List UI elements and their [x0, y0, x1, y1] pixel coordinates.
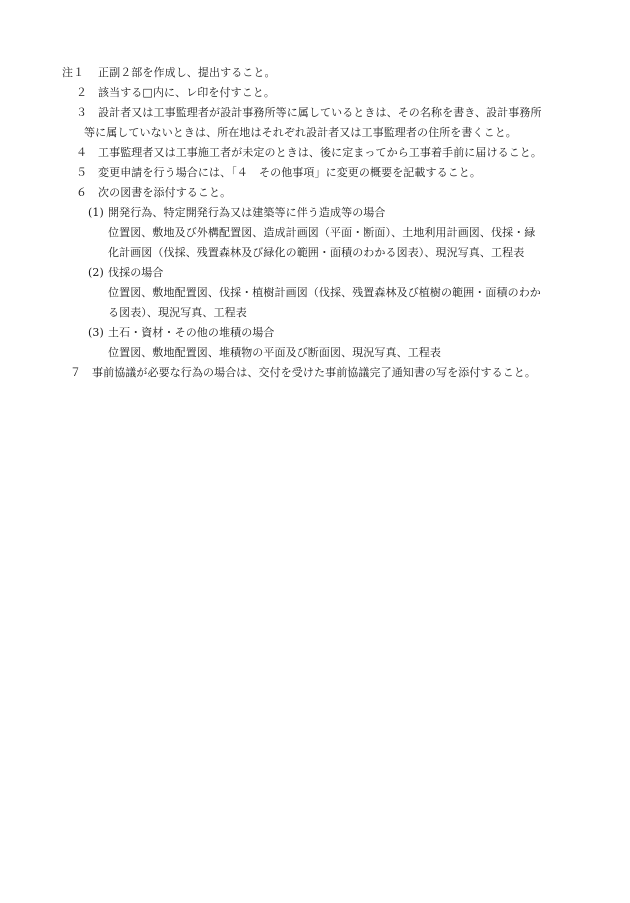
note-7-text: 事前協議が必要な行為の場合は、交付を受けた事前協議完了通知書の写を添付すること。 [92, 366, 536, 379]
sub-item-3-docs: 位置図、敷地配置図、堆積物の平面及び断面図、現況写真、工程表 [108, 346, 441, 359]
note-5-text: 変更申請を行う場合には、「４ その他事項」に変更の概要を記載すること。 [98, 166, 481, 179]
sub-item-1-docs-line-1: 位置図、敷地及び外構配置図、造成計画図（平面・断面）、土地利用計画図、伐採・緑 [108, 226, 536, 239]
note-4-number: ４ [76, 146, 88, 159]
note-6-number: ６ [76, 186, 88, 199]
note-2-text: 該当する□内に、レ印を付すこと。 [98, 86, 275, 99]
note-1-label: 注１ [62, 66, 85, 79]
sub-item-2-docs-line-1: 位置図、敷地配置図、伐採・植樹計画図（伐採、残置森林及び植樹の範囲・面積のわか [108, 286, 541, 299]
sub-item-1-title: 開発行為、特定開発行為又は建築等に伴う造成等の場合 [108, 206, 386, 219]
note-5-number: ５ [76, 166, 88, 179]
sub-item-1-number: (1) [88, 206, 104, 219]
note-7-number: ７ [70, 366, 82, 379]
sub-item-2-docs-line-2: る図表）、現況写真、工程表 [108, 306, 247, 319]
note-1-text: 正副２部を作成し、提出すること。 [98, 66, 276, 79]
sub-item-2-number: (2) [88, 266, 104, 279]
note-3-text-line-1: 設計者又は工事監理者が設計事務所等に属しているときは、その名称を書き、設計事務所 [98, 106, 542, 119]
note-4-text: 工事監理者又は工事施工者が未定のときは、後に定まってから工事着手前に届けること。 [98, 146, 542, 159]
note-3-text-line-2: 等に属していないときは、所在地はそれぞれ設計者又は工事監理者の住所を書くこと。 [84, 126, 517, 139]
note-6-text: 次の図書を添付すること。 [98, 186, 232, 199]
note-2-number: ２ [76, 86, 88, 99]
sub-item-3-title: 土石・資材・その他の堆積の場合 [108, 326, 275, 339]
note-3-number: ３ [76, 106, 88, 119]
sub-item-1-docs-line-2: 化計画図（伐採、残置森林及び緑化の範囲・面積のわかる図表）、現況写真、工程表 [108, 246, 525, 259]
sub-item-3-number: (3) [88, 326, 104, 339]
sub-item-2-title: 伐採の場合 [108, 266, 164, 279]
